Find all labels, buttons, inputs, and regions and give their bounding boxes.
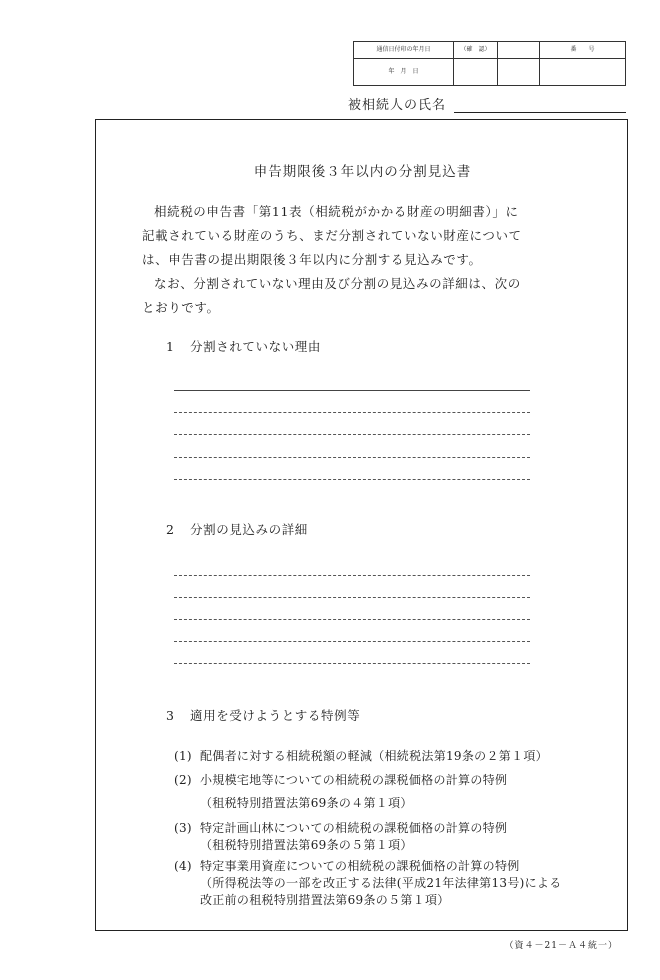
item-number: (2) bbox=[174, 773, 192, 787]
section-2-heading bbox=[166, 520, 308, 538]
item-number: (4) bbox=[174, 859, 192, 873]
item-line: 小規模宅地等についての相続税の課税価格の計算の特例 bbox=[200, 773, 508, 787]
special-item-4 bbox=[174, 858, 562, 909]
section-number: 3 bbox=[166, 708, 175, 723]
section-3-heading bbox=[166, 706, 360, 724]
item-line: 特定計画山林についての相続税の課税価格の計算の特例 bbox=[200, 821, 508, 835]
item-line: 配偶者に対する相続税額の軽減（相続税法第19条の２第１項） bbox=[200, 749, 548, 763]
special-item-2 bbox=[174, 772, 507, 812]
document-frame bbox=[95, 119, 628, 931]
heir-name-field[interactable] bbox=[454, 98, 626, 113]
item-number: (1) bbox=[174, 749, 192, 763]
reception-stamp-table bbox=[353, 41, 626, 86]
intro-line: 相続税の申告書「第11表（相続税がかかる財産の明細書）」に bbox=[154, 204, 519, 219]
heir-name-label: 被相続人の氏名 bbox=[348, 98, 447, 113]
section-1-heading bbox=[166, 337, 321, 355]
section-number: 1 bbox=[166, 339, 175, 354]
item-line: 改正前の租税特別措置法第69条の５第１項） bbox=[200, 893, 450, 907]
stamp-confirm-header: （確 認） bbox=[454, 42, 498, 59]
section-title: 適用を受けようとする特例等 bbox=[190, 708, 361, 723]
intro-paragraph bbox=[142, 200, 582, 320]
stamp-confirm-field[interactable] bbox=[454, 59, 498, 86]
item-line: 特定事業用資産についての相続税の課税価格の計算の特例 bbox=[200, 859, 520, 873]
stamp-number-header: 番 号 bbox=[540, 42, 626, 59]
intro-line: は、申告書の提出期限後３年以内に分割する見込みです。 bbox=[142, 252, 482, 267]
item-line: （所得税法等の一部を改正する法律(平成21年法律第13号)による bbox=[200, 876, 562, 890]
prospect-answer-line[interactable] bbox=[174, 575, 530, 576]
reason-answer-line[interactable] bbox=[174, 390, 530, 391]
stamp-blank-header bbox=[498, 42, 540, 59]
item-number: (3) bbox=[174, 821, 192, 835]
special-item-3 bbox=[174, 820, 507, 854]
stamp-date-field[interactable]: 年 月 日 bbox=[354, 59, 454, 86]
heir-name-row bbox=[348, 95, 626, 113]
item-line: （租税特別措置法第69条の４第１項） bbox=[200, 796, 413, 810]
prospect-answer-line[interactable] bbox=[174, 663, 530, 664]
section-title: 分割されていない理由 bbox=[190, 339, 322, 354]
stamp-date-header: 通信日付印の年月日 bbox=[354, 42, 454, 59]
stamp-blank-field[interactable] bbox=[498, 59, 540, 86]
intro-line: とおりです。 bbox=[142, 300, 220, 315]
reason-answer-line[interactable] bbox=[174, 434, 530, 435]
form-code-footer: （資４－21－Ａ４統一） bbox=[504, 941, 618, 951]
section-title: 分割の見込みの詳細 bbox=[190, 522, 308, 537]
prospect-answer-line[interactable] bbox=[174, 641, 530, 642]
special-item-1 bbox=[174, 748, 548, 765]
intro-line: なお、分割されていない理由及び分割の見込みの詳細は、次の bbox=[154, 276, 521, 291]
reason-answer-line[interactable] bbox=[174, 457, 530, 458]
document-title: 申告期限後３年以内の分割見込書 bbox=[253, 164, 472, 180]
reason-answer-line[interactable] bbox=[174, 412, 530, 413]
section-number: 2 bbox=[166, 522, 175, 537]
stamp-number-field[interactable] bbox=[540, 59, 626, 86]
prospect-answer-line[interactable] bbox=[174, 619, 530, 620]
reason-answer-line[interactable] bbox=[174, 479, 530, 480]
intro-line: 記載されている財産のうち、まだ分割されていない財産について bbox=[142, 228, 522, 243]
prospect-answer-line[interactable] bbox=[174, 597, 530, 598]
item-line: （租税特別措置法第69条の５第１項） bbox=[200, 838, 413, 852]
